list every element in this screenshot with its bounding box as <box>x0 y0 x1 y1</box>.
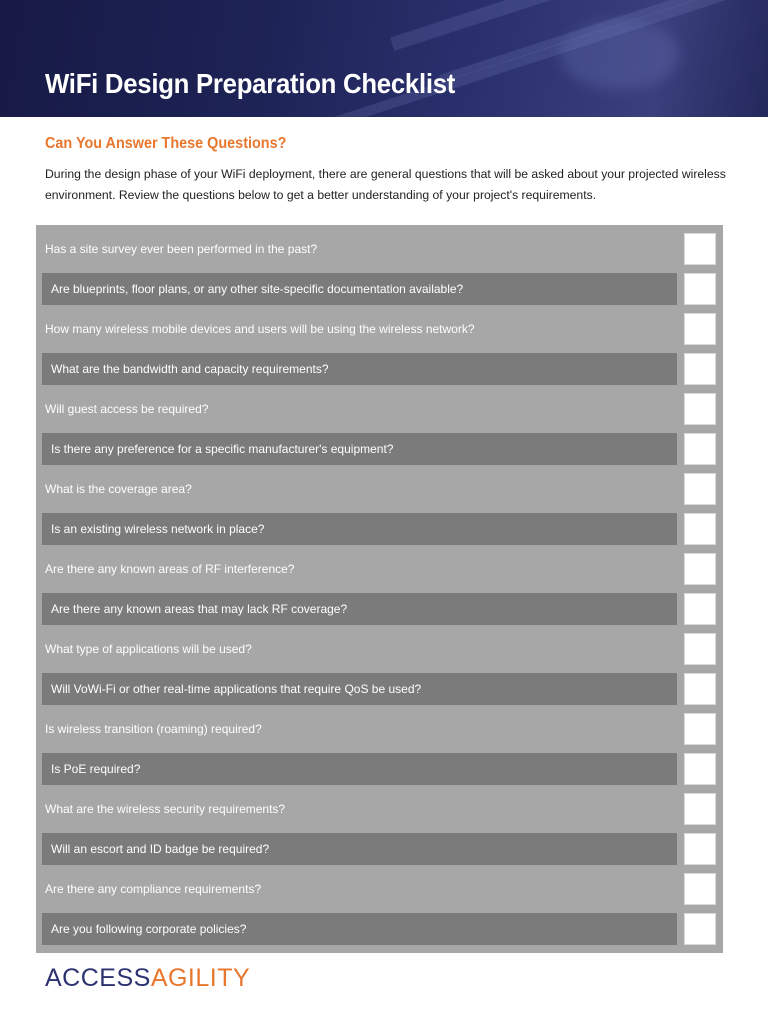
checklist-question: Will guest access be required? <box>45 402 209 416</box>
logo-text-access: ACCESS <box>45 964 151 992</box>
checklist-checkbox[interactable] <box>684 913 716 945</box>
checklist-question: Is wireless transition (roaming) required? <box>45 722 262 736</box>
access-agility-logo <box>45 964 250 993</box>
checklist-table <box>36 225 723 953</box>
checklist-row <box>36 553 723 593</box>
checklist-checkbox[interactable] <box>684 513 716 545</box>
checklist-row <box>36 873 723 913</box>
checklist-checkbox[interactable] <box>684 873 716 905</box>
intro-paragraph: During the design phase of your WiFi deployment, there are general questions that will be asked about your projected wireless environment. Review the questions below to get a better understanding of your project's requirements. <box>45 167 726 202</box>
checklist-row <box>36 593 723 633</box>
checklist-question: Are blueprints, floor plans, or any other site-specific documentation available? <box>42 273 677 305</box>
checklist-row <box>36 713 723 753</box>
checklist-row <box>36 233 723 273</box>
checklist-checkbox[interactable] <box>684 553 716 585</box>
checklist-row <box>36 313 723 353</box>
checklist-question: Are there any compliance requirements? <box>45 882 262 896</box>
checklist-row <box>36 353 723 393</box>
checklist-question: Will an escort and ID badge be required? <box>42 833 677 865</box>
section-subtitle: Can You Answer These Questions? <box>45 135 287 152</box>
checklist-checkbox[interactable] <box>684 633 716 665</box>
checklist-question: Are you following corporate policies? <box>42 913 677 945</box>
checklist-row <box>36 473 723 513</box>
checklist-row <box>36 793 723 833</box>
checklist-question: Is an existing wireless network in place? <box>42 513 677 545</box>
header-decoration <box>560 20 680 90</box>
checklist-question: What is the coverage area? <box>45 482 192 496</box>
checklist-row <box>36 633 723 673</box>
checklist-question: Are there any known areas of RF interference? <box>45 562 295 576</box>
checklist-checkbox[interactable] <box>684 393 716 425</box>
checklist-question: What are the wireless security requirements? <box>45 802 286 816</box>
checklist-checkbox[interactable] <box>684 433 716 465</box>
checklist-row <box>36 513 723 553</box>
checklist-checkbox[interactable] <box>684 313 716 345</box>
checklist-question: Has a site survey ever been performed in the past? <box>45 242 318 256</box>
header-banner <box>0 0 768 117</box>
checklist-question: Are there any known areas that may lack RF coverage? <box>42 593 677 625</box>
checklist-checkbox[interactable] <box>684 793 716 825</box>
checklist-question: Is PoE required? <box>42 753 677 785</box>
checklist-checkbox[interactable] <box>684 753 716 785</box>
checklist-row <box>36 393 723 433</box>
checklist-row <box>36 673 723 713</box>
checklist-checkbox[interactable] <box>684 273 716 305</box>
checklist-checkbox[interactable] <box>684 593 716 625</box>
checklist-checkbox[interactable] <box>684 233 716 265</box>
checklist-row <box>36 833 723 873</box>
page-title: WiFi Design Preparation Checklist <box>45 68 456 99</box>
checklist-checkbox[interactable] <box>684 473 716 505</box>
checklist-question: How many wireless mobile devices and users will be using the wireless network? <box>45 322 475 336</box>
checklist-row <box>36 273 723 313</box>
checklist-checkbox[interactable] <box>684 713 716 745</box>
checklist-checkbox[interactable] <box>684 833 716 865</box>
checklist-checkbox[interactable] <box>684 673 716 705</box>
checklist-question: What are the bandwidth and capacity requirements? <box>42 353 677 385</box>
checklist-row <box>36 753 723 793</box>
checklist-question: Will VoWi-Fi or other real-time applications that require QoS be used? <box>42 673 677 705</box>
checklist-row <box>36 913 723 953</box>
checklist-question: Is there any preference for a specific manufacturer's equipment? <box>42 433 677 465</box>
checklist-row <box>36 433 723 473</box>
checklist-question: What type of applications will be used? <box>45 642 252 656</box>
logo-text-agility: AGILITY <box>150 964 251 992</box>
checklist-checkbox[interactable] <box>684 353 716 385</box>
